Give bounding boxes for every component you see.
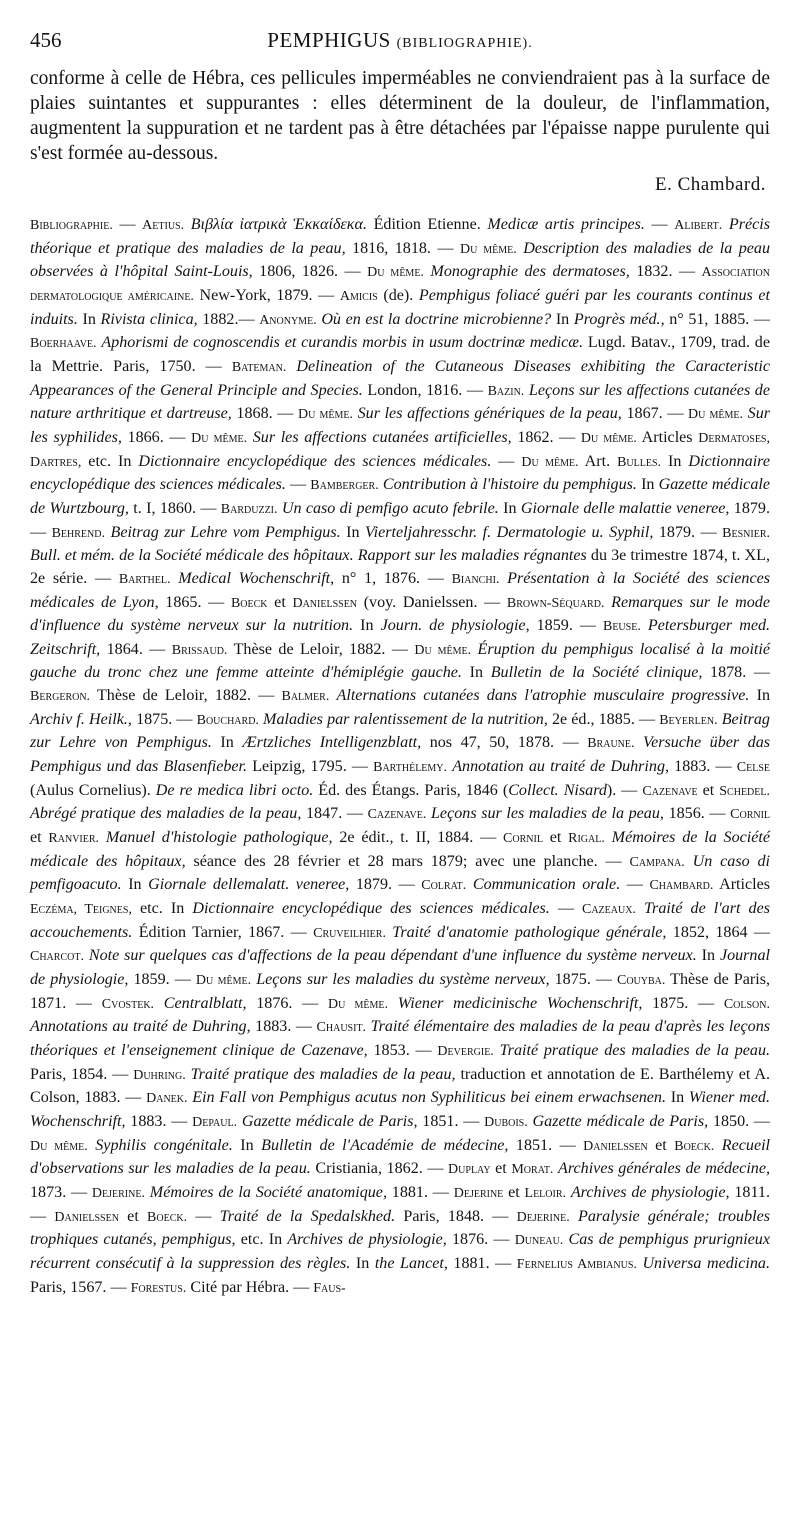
author-name: Cazeaux. (581, 902, 636, 918)
work-title: Présentation à la Société des sciences médicales de Lyon, (30, 569, 771, 611)
work-title: Annotation au traité de Duhring, (452, 758, 670, 776)
citation-text: 1864. — (100, 640, 172, 658)
author-name: Cazenave (642, 783, 698, 799)
citation-text: 1850. — (708, 1112, 771, 1130)
citation-text: 1876. — (246, 994, 319, 1012)
work-title: Description des maladies de la peau observées à l'hôpital Saint-Louis, (30, 239, 771, 281)
citation-text: 1879. — (30, 499, 771, 541)
work-title: Paralysie générale; troubles trophiques cutanés, pemphigus, (30, 1207, 771, 1249)
page (30, 28, 770, 1300)
citation-text (499, 570, 507, 587)
citation-text: 1881. — (386, 1183, 454, 1201)
citation-text: In (551, 310, 574, 328)
work-title: Ærtzliches Intelligenzblatt, (242, 734, 422, 752)
work-title: Wiener med. Wochenschrift, (30, 1089, 770, 1130)
citation-text: Lugd. Batav., 1709, trad. de la Mettrie. Paris, 1750. — (30, 334, 770, 375)
author-name: Braune. (587, 736, 635, 752)
work-title: Medical Wochenschrift, (178, 569, 335, 587)
citation-text (685, 853, 693, 870)
work-title: Maladies par ralentissement de la nutrition, (263, 710, 548, 728)
citation-text: — (112, 216, 143, 233)
author-signature: E. Chambard. (654, 174, 766, 195)
author-name: Brissaud. (171, 642, 228, 658)
work-title: Sur les syphilides, (30, 405, 770, 446)
citation-text: séance des 28 février et 28 mars 1879; avec une planche. — (185, 852, 630, 870)
citation-text: 1875. — (642, 994, 724, 1012)
citation-text: 1868. — (231, 405, 298, 423)
author-name: Beuse. (602, 619, 641, 635)
citation-text: (de). (377, 286, 419, 304)
work-title: Archives de physiologie, (570, 1183, 730, 1201)
author-name: Dejerine. (91, 1185, 145, 1201)
author-name: Bazin. (487, 383, 525, 399)
author-name: Faus- (313, 1280, 346, 1296)
citation-text: 1883. — (669, 758, 737, 776)
citation-text: 2e éd., 1885. — (547, 710, 660, 728)
author-name: Du même. (367, 265, 424, 281)
author-name: Duneau. (514, 1233, 564, 1249)
author-name: Leloir. (524, 1185, 567, 1201)
author-name: Charcot. (30, 949, 84, 965)
citation-text: Art. (578, 452, 618, 470)
citation-text: — (491, 452, 522, 470)
work-title: Rivista clinica, (100, 310, 198, 328)
work-title: Archiv f. Heilk., (30, 710, 132, 728)
citation-text (184, 216, 191, 233)
author-name: Couyba. (617, 973, 666, 988)
author-name: Cruveilhier. (313, 925, 386, 941)
author-name: Dubois. (484, 1114, 528, 1130)
author-name: Bulles. (617, 454, 662, 470)
author-name: Behrend. (51, 525, 105, 541)
author-name: Campana. (629, 854, 685, 870)
work-title: Bulletin de la Société clinique, (490, 664, 703, 682)
work-title: Recueil d'observations sur les maladies de la peau. (30, 1136, 771, 1178)
bibliography-entry (30, 995, 770, 1154)
citation-text: In (340, 523, 365, 541)
author-name: Du même. (298, 407, 353, 423)
running-title-sub: (BIBLIOGRAPHIE). (396, 36, 533, 51)
body-paragraph: conforme à celle de Hébra, ces pellicules imperméables ne conviendraient pas à la surface de plaies suintantes et suppurantes : elles déterminent de la douleur, de l'inflammation, augmentent la suppuration et ne tardent pas à être détachées par l'épaisse nappe purulente qui s'est formée au-dessous. (30, 68, 770, 164)
citation-text: 1866. — (121, 428, 192, 446)
citation-text: In (77, 310, 101, 328)
citation-text: Édition Tarnier, 1867. — (132, 923, 314, 941)
author-name: Danek. (146, 1091, 188, 1107)
bibliography (30, 214, 770, 1300)
work-title: Mémoires de la Société anatomique, (149, 1183, 387, 1201)
work-title: Communication orale. (472, 876, 621, 894)
citation-text: New-York, 1879. — (193, 286, 340, 304)
citation-text: 1865. — (158, 593, 225, 611)
citation-text: et (490, 1160, 512, 1178)
citation-text: — (187, 1207, 220, 1225)
citation-text: et (267, 593, 293, 611)
citation-text: et (118, 1207, 148, 1225)
citation-text: 1859. — (529, 617, 603, 635)
author-name: Dejerine. (516, 1209, 570, 1225)
author-name: Boeck (230, 595, 268, 611)
citation-text: etc. In (131, 900, 193, 918)
author-name: Chausit. (316, 1020, 367, 1036)
author-name: Bianchi. (451, 571, 500, 587)
citation-text: — (285, 476, 311, 494)
running-title (30, 28, 770, 53)
work-title: Dictionnaire encyclopédique des sciences médicales. (138, 452, 492, 470)
author-name: Du même. (414, 642, 472, 658)
citation-text: — (753, 310, 770, 328)
work-title: Traité pratique des maladies de la peau. (499, 1041, 771, 1059)
work-title: Βιβλία ἰατρικὰ Ἑκκαίδεκα. (190, 216, 367, 233)
citation-text: et (697, 781, 720, 799)
citation-text: Thèse de Leloir, 1882. — (227, 640, 415, 658)
work-title: Pemphigus foliacé guéri par les courants continus et induits. (30, 286, 770, 328)
author-name: Forestus. (130, 1280, 187, 1296)
citation-text (329, 687, 336, 704)
author-name: Danielssen (54, 1209, 119, 1225)
citation-text: 1878. — (702, 664, 771, 682)
author-name: Du même. (521, 454, 579, 470)
author-name: Bergeron. (30, 689, 91, 705)
citation-text (641, 617, 648, 634)
work-title: Précis théorique et pratique des maladies de la peau, (30, 216, 770, 257)
author-name: Barthel. (118, 571, 171, 587)
bibliography-entry (30, 216, 645, 233)
work-title: Annotations au traité de Duhring, (30, 1018, 251, 1036)
author-name: Dejerine (453, 1185, 504, 1201)
citation-text: Cristiania, 1862. (310, 1160, 423, 1178)
work-title: Vierteljahresschr. f. Dermatologie u. Syphil, (365, 523, 654, 541)
work-title: Collect. Nisard (508, 781, 607, 799)
author-name: Fernelius Ambianus. (516, 1256, 637, 1272)
citation-text: n° 51, 1885. (664, 310, 750, 328)
author-name: Bamberger. (310, 478, 379, 494)
citation-text: — (427, 1160, 449, 1178)
work-title: Abrégé pratique des maladies de la peau, (30, 805, 302, 823)
citation-text: 1856. — (663, 805, 726, 823)
citation-text: Thèse de Paris, 1871. — (30, 971, 771, 1012)
citation-text: 1851. — (508, 1136, 576, 1154)
author-name: Boeck. (674, 1138, 715, 1154)
citation-text: n° 1, 1876. — (334, 569, 452, 587)
author-name: Boerhaave. (30, 336, 97, 352)
work-title: Universa medicina. (642, 1254, 770, 1272)
citation-text: Leipzig, 1795. — (247, 758, 374, 776)
work-title: Monographie des dermatoses, (430, 263, 630, 281)
citation-text: 1859. — (128, 971, 196, 988)
author-name: Aetius. (142, 218, 185, 233)
citation-text: — (549, 900, 582, 918)
work-title: Sur les affections cutanées artificielles, (252, 428, 512, 446)
citation-text: t. I, 1860. — (128, 499, 217, 517)
author-name: Cornil (730, 807, 771, 823)
citation-text: In (498, 499, 521, 517)
work-title: Aphorismi de cognoscendis et curandis morbis in usum doctrinæ medicæ. (101, 334, 584, 352)
citation-text: Paris, 1854. — (30, 1065, 134, 1083)
citation-text: In (461, 664, 491, 682)
work-title: Dictionnaire encyclopédique des sciences médicales. (192, 900, 550, 918)
author-name: Danielssen (292, 595, 358, 611)
author-name: Anonyme. (259, 312, 317, 328)
author-name: Bibliographie. (30, 218, 113, 233)
citation-text: 1879. — (653, 523, 723, 541)
author-name: Boeck. (147, 1209, 188, 1225)
citation-text: nos 47, 50, 1878. — (421, 734, 579, 752)
citation-text (286, 358, 296, 375)
author-name: Alibert. (674, 218, 723, 233)
work-title: Remarques sur le mode d'influence du système nerveux sur la nutrition. (30, 593, 770, 635)
work-title: Medicæ artis principes. (487, 216, 645, 233)
author-name: Eczéma, Teignes, (30, 902, 132, 918)
author-name: Amicis (339, 288, 378, 304)
work-title: Journal de physiologie, (30, 947, 771, 988)
running-header (30, 28, 770, 58)
citation-text: 1853. — (367, 1041, 438, 1059)
citation-text: (Aulus Cornelius). (30, 781, 156, 799)
author-name: Du même. (688, 407, 743, 423)
author-name: Schedel. (719, 783, 770, 799)
work-title: Versuche über das Pemphigus und das Blasenfieber. (30, 734, 771, 776)
work-title: Ein Fall von Pemphigus acutus non Syphiliticus bei einem erwachsenen. (192, 1089, 666, 1107)
author-name: Du même. (580, 430, 637, 446)
work-title: Beitrag zur Lehre von Pemphigus. (30, 710, 770, 752)
author-name: Balmer. (281, 689, 330, 705)
citation-text: et (647, 1136, 675, 1154)
citation-text (722, 216, 729, 233)
author-name: Du même. (459, 241, 517, 257)
author-name: Ranvier. (48, 831, 100, 847)
citation-text: et (542, 829, 569, 847)
citation-text (99, 829, 106, 846)
work-title: Sur les affections génériques de la peau, (357, 405, 622, 423)
citation-text: In (232, 1136, 262, 1154)
citation-text: In (121, 876, 149, 894)
citation-text: Paris, 1848. — (395, 1207, 517, 1225)
citation-text: 2e édit., t. II, 1884. — (332, 829, 504, 847)
citation-text: 1816, 1818. — (345, 239, 460, 257)
citation-text: — (651, 216, 675, 233)
author-name: Bateman. (231, 359, 287, 375)
author-name: Du même. (30, 1138, 88, 1154)
author-name: Du même. (328, 996, 389, 1012)
citation-text: 1875. — (549, 971, 617, 988)
author-name: Chambard. (649, 878, 714, 894)
citation-text: 1851. — (417, 1112, 485, 1130)
author-name: Cornil (503, 831, 543, 847)
work-title: Leçons sur les maladies de la peau, (430, 805, 664, 823)
citation-text: 1806, 1826. — (252, 263, 361, 281)
citation-text: et (503, 1183, 525, 1201)
author-name: Duhring. (133, 1067, 186, 1083)
work-title: Où en est la doctrine microbienne? (321, 310, 552, 328)
work-title: Giornale dellemalatt. veneree, (148, 876, 350, 894)
work-title: Archives de physiologie, (287, 1231, 447, 1249)
citation-text: du 3e trimestre 1874, t. XL, 2e série. — (30, 547, 770, 587)
citation-text: In (636, 476, 659, 494)
work-title: Centralblatt, (163, 994, 247, 1012)
citation-text: etc. In (235, 1231, 288, 1249)
work-title: Gazette médicale de Paris, (241, 1112, 418, 1130)
author-name: Cvostek. (101, 996, 155, 1012)
author-name: Devergie. (437, 1043, 494, 1059)
work-title: Cas de pemphigus prurignieux récurrent consécutif à la suppression des règles. (30, 1231, 770, 1272)
work-title: Syphilis congénitale. (95, 1136, 233, 1154)
citation-text: Éd. des Étangs. Paris, 1846 ( (313, 781, 509, 799)
citation-text: etc. In (81, 452, 139, 470)
work-title: Alternations cutanées dans l'atrophie musculaire progressive. (336, 687, 750, 705)
citation-text: 1832. — (629, 263, 702, 281)
work-title: Traité de l'art des accouchements. (30, 900, 770, 941)
author-name: Cazenave. (367, 807, 427, 823)
citation-text (636, 900, 644, 917)
citation-text: 1883. — (250, 1018, 317, 1036)
citation-text: Articles (636, 428, 699, 446)
work-title: Journ. de physiologie, (380, 617, 530, 635)
citation-text: 1862. — (511, 428, 581, 446)
citation-text: 1876. — (446, 1231, 515, 1249)
citation-text: — (620, 876, 650, 894)
author-name: Du même. (195, 973, 252, 988)
citation-text: (voy. Danielssen. — (357, 593, 507, 611)
work-title: Traité élémentaire des maladies de la peau d'après les leçons théoriques et l'enseignement clinique de Cazenave, (30, 1018, 770, 1059)
work-title: the Lancet, (374, 1254, 448, 1272)
citation-text: 1811. — (30, 1183, 770, 1225)
citation-text: 1881. (447, 1254, 490, 1272)
citation-text: 1852, 1864 — (666, 923, 770, 941)
citation-text: 1847. — (301, 805, 368, 823)
bibliography-entry (30, 311, 770, 517)
citation-text: 1882.— (197, 310, 260, 328)
author-name: Morat. (511, 1162, 554, 1178)
author-name: Dermatoses, Dartres, (30, 430, 770, 470)
work-title: Giornale delle malattie veneree, (520, 499, 730, 517)
work-title: Beitrag zur Lehre vom Pemphigus. (110, 523, 341, 541)
citation-text: 1879. — (349, 876, 415, 894)
citation-text: et (30, 829, 49, 847)
citation-text (635, 734, 644, 751)
author-name: Barthélemy. (373, 760, 448, 776)
citation-text: London, 1816. — (362, 381, 488, 399)
work-title: Gazette médicale de Wurtzbourg, (30, 476, 770, 517)
author-name: Barduzzi. (220, 501, 278, 517)
work-title: Petersburger med. Zeitschrift, (30, 617, 771, 658)
work-title: Dictionnaire encyclopédique des sciences médicales. (30, 452, 770, 494)
citation-text: ). — (606, 781, 643, 799)
work-title: Contribution à l'histoire du pemphigus. (382, 476, 637, 494)
citation-text: Paris, 1567. — (30, 1278, 131, 1296)
author-name: Brown-Séquard. (506, 595, 605, 611)
citation-text: Thèse de Leloir, 1882. — (90, 687, 275, 705)
citation-text: In (666, 1089, 689, 1107)
author-name: Association dermatologique américaine. (30, 265, 770, 304)
work-title: Traité de la Spedalskhed. (219, 1207, 396, 1225)
citation-text: 1867. — (621, 405, 689, 423)
citation-text (388, 995, 398, 1012)
citation-text (605, 829, 612, 846)
work-title: De re medica libri octo. (155, 781, 314, 799)
citation-text: 1873. — (30, 1183, 92, 1201)
work-title: Leçons sur les affections cutanées de nature arthritique et dartreuse, (30, 381, 770, 423)
author-name: Colrat. (421, 878, 467, 894)
page-number: 456 (30, 28, 62, 52)
work-title: Bull. et mém. de la Société médicale des hôpitaux. Rapport sur les maladies régnantes (30, 547, 587, 565)
citation-text: In (350, 1254, 375, 1272)
work-title: Progrès méd., (573, 310, 665, 328)
author-name: Duplay (448, 1162, 491, 1178)
work-title: Manuel d'histologie pathologique, (105, 829, 333, 847)
citation-text: In (353, 617, 381, 635)
citation-text: — (495, 1254, 517, 1272)
work-title: Wiener medicinische Wochenschrift, (397, 994, 643, 1012)
author-name: Celse (736, 760, 771, 776)
citation-text: Édition Etienne. (366, 216, 488, 233)
citation-text: 1875. — (131, 710, 197, 728)
work-title: Gazette médicale de Paris, (532, 1112, 709, 1130)
work-title: Un caso di pemfigoacuto. (30, 852, 771, 894)
citation-text: Articles (713, 876, 771, 894)
work-title: Archives générales de médecine, (558, 1160, 771, 1178)
author-name: Depaul. (192, 1114, 238, 1130)
citation-text: traduction et annotation de E. Barthélemy et A. Colson, 1883. — (30, 1065, 771, 1107)
work-title: Leçons sur les maladies du système nerveux, (256, 971, 550, 988)
author-name: Beyerlen. (659, 712, 718, 728)
author-name: Bouchard. (196, 712, 259, 728)
citation-text (714, 1137, 721, 1154)
work-title: Éruption du pemphigus localisé à la moitié gauche du tronc chez une femme atteinte d'hémiplégie gauche. (30, 640, 770, 682)
author-name: Colson. (723, 996, 771, 1012)
author-name: Du même. (191, 430, 248, 446)
citation-text: 1883. — (125, 1112, 193, 1130)
author-name: Danielssen (583, 1138, 648, 1154)
citation-text (154, 995, 164, 1012)
citation-text: In (696, 947, 720, 965)
author-name: Rigal. (568, 831, 605, 847)
citation-text (570, 1208, 578, 1225)
work-title: Traité d'anatomie pathologique générale, (392, 923, 667, 941)
running-title-main: PEMPHIGUS (267, 28, 391, 52)
citation-text: Cité par Hébra. — (186, 1278, 314, 1296)
citation-text: In (211, 734, 243, 752)
citation-text: In (749, 687, 771, 705)
bibliography-entry (30, 876, 770, 1011)
work-title: Note sur quelques cas d'affections de la peau dépendant d'une influence du système nerveux. (88, 947, 697, 965)
work-title: Delineation of the Cutaneous Diseases exhibiting the Caracteristic Appearances of the General Principle and Species. (30, 357, 770, 399)
work-title: Bulletin de l'Académie de médecine, (261, 1136, 509, 1154)
work-title: Mémoires de la Société médicale des hôpitaux, (30, 829, 770, 870)
citation-text: In (661, 452, 689, 470)
work-title: Un caso di pemfigo acuto febrile. (281, 499, 499, 517)
author-name: Besnier. (722, 525, 770, 541)
work-title: Traité pratique des maladies de la peau, (190, 1065, 456, 1083)
